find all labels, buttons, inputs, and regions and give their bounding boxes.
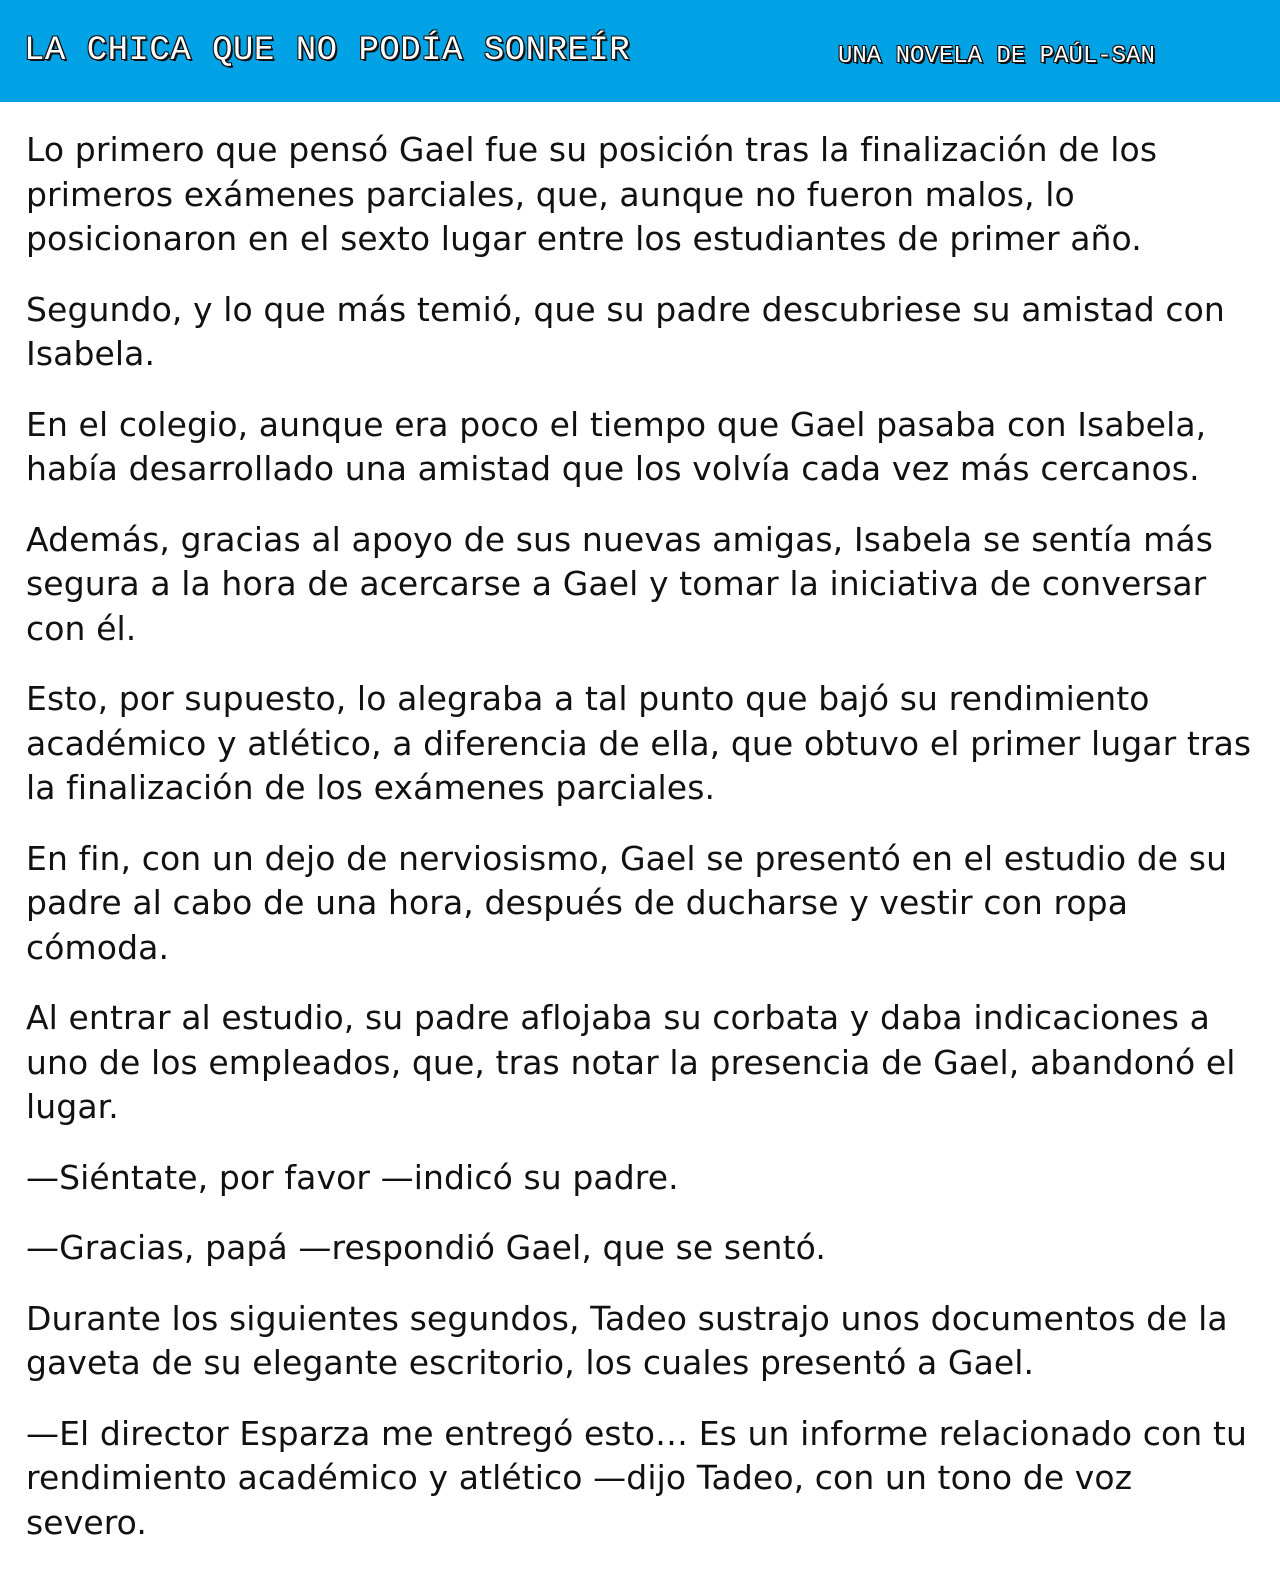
paragraph: Además, gracias al apoyo de sus nuevas amigas, Isabela se sentía más segura a la hora de acercarse a Gael y tomar la iniciativa de conversar con él.	[26, 519, 1214, 648]
paragraph: En el colegio, aunque era poco el tiempo que Gael pasaba con Isabela, había desarrollado una amistad que los volvía cada vez más cercanos.	[26, 404, 1207, 488]
paragraph: En fin, con un dejo de nerviosismo, Gael se presentó en el estudio de su padre al cabo de una hora, después de ducharse y vestir con ropa cómoda.	[26, 838, 1228, 967]
chapter-text	[26, 128, 1258, 1571]
paragraph: Segundo, y lo que más temió, que su padre descubriese su amistad con Isabela.	[26, 289, 1225, 373]
paragraph: Durante los siguientes segundos, Tadeo sustrajo unos documentos de la gaveta de su elegante escritorio, los cuales presentó a Gael.	[26, 1298, 1228, 1382]
dialogue-line: —Siéntate, por favor —indicó su padre.	[26, 1157, 679, 1197]
paragraph: Lo primero que pensó Gael fue su posición tras la finalización de los primeros exámenes parciales, que, aunque no fueron malos, lo posicionaron en el sexto lugar entre los estudiantes de primer año.	[26, 130, 1158, 258]
paragraph: Esto, por supuesto, lo alegraba a tal punto que bajó su rendimiento académico y atlético, a diferencia de ella, que obtuvo el primer lugar tras la finalización de los exámenes parciales.	[26, 679, 1252, 807]
dialogue-line: —Gracias, papá —respondió Gael, que se sentó.	[26, 1228, 826, 1267]
dialogue-line: —El director Esparza me entregó esto… Es un informe relacionado con tu rendimiento académico y atlético —dijo Tadeo, con un tono de voz severo.	[26, 1413, 1247, 1542]
novel-author-byline: UNA NOVELA DE PAÚL-SAN	[838, 43, 1155, 70]
header-banner	[0, 0, 1280, 102]
novel-title: LA CHICA QUE NO PODÍA SONREÍR	[24, 32, 631, 70]
paragraph: Al entrar al estudio, su padre aflojaba su corbata y daba indicaciones a uno de los empleados, que, tras notar la presencia de Gael, abandonó el lugar.	[26, 998, 1236, 1126]
